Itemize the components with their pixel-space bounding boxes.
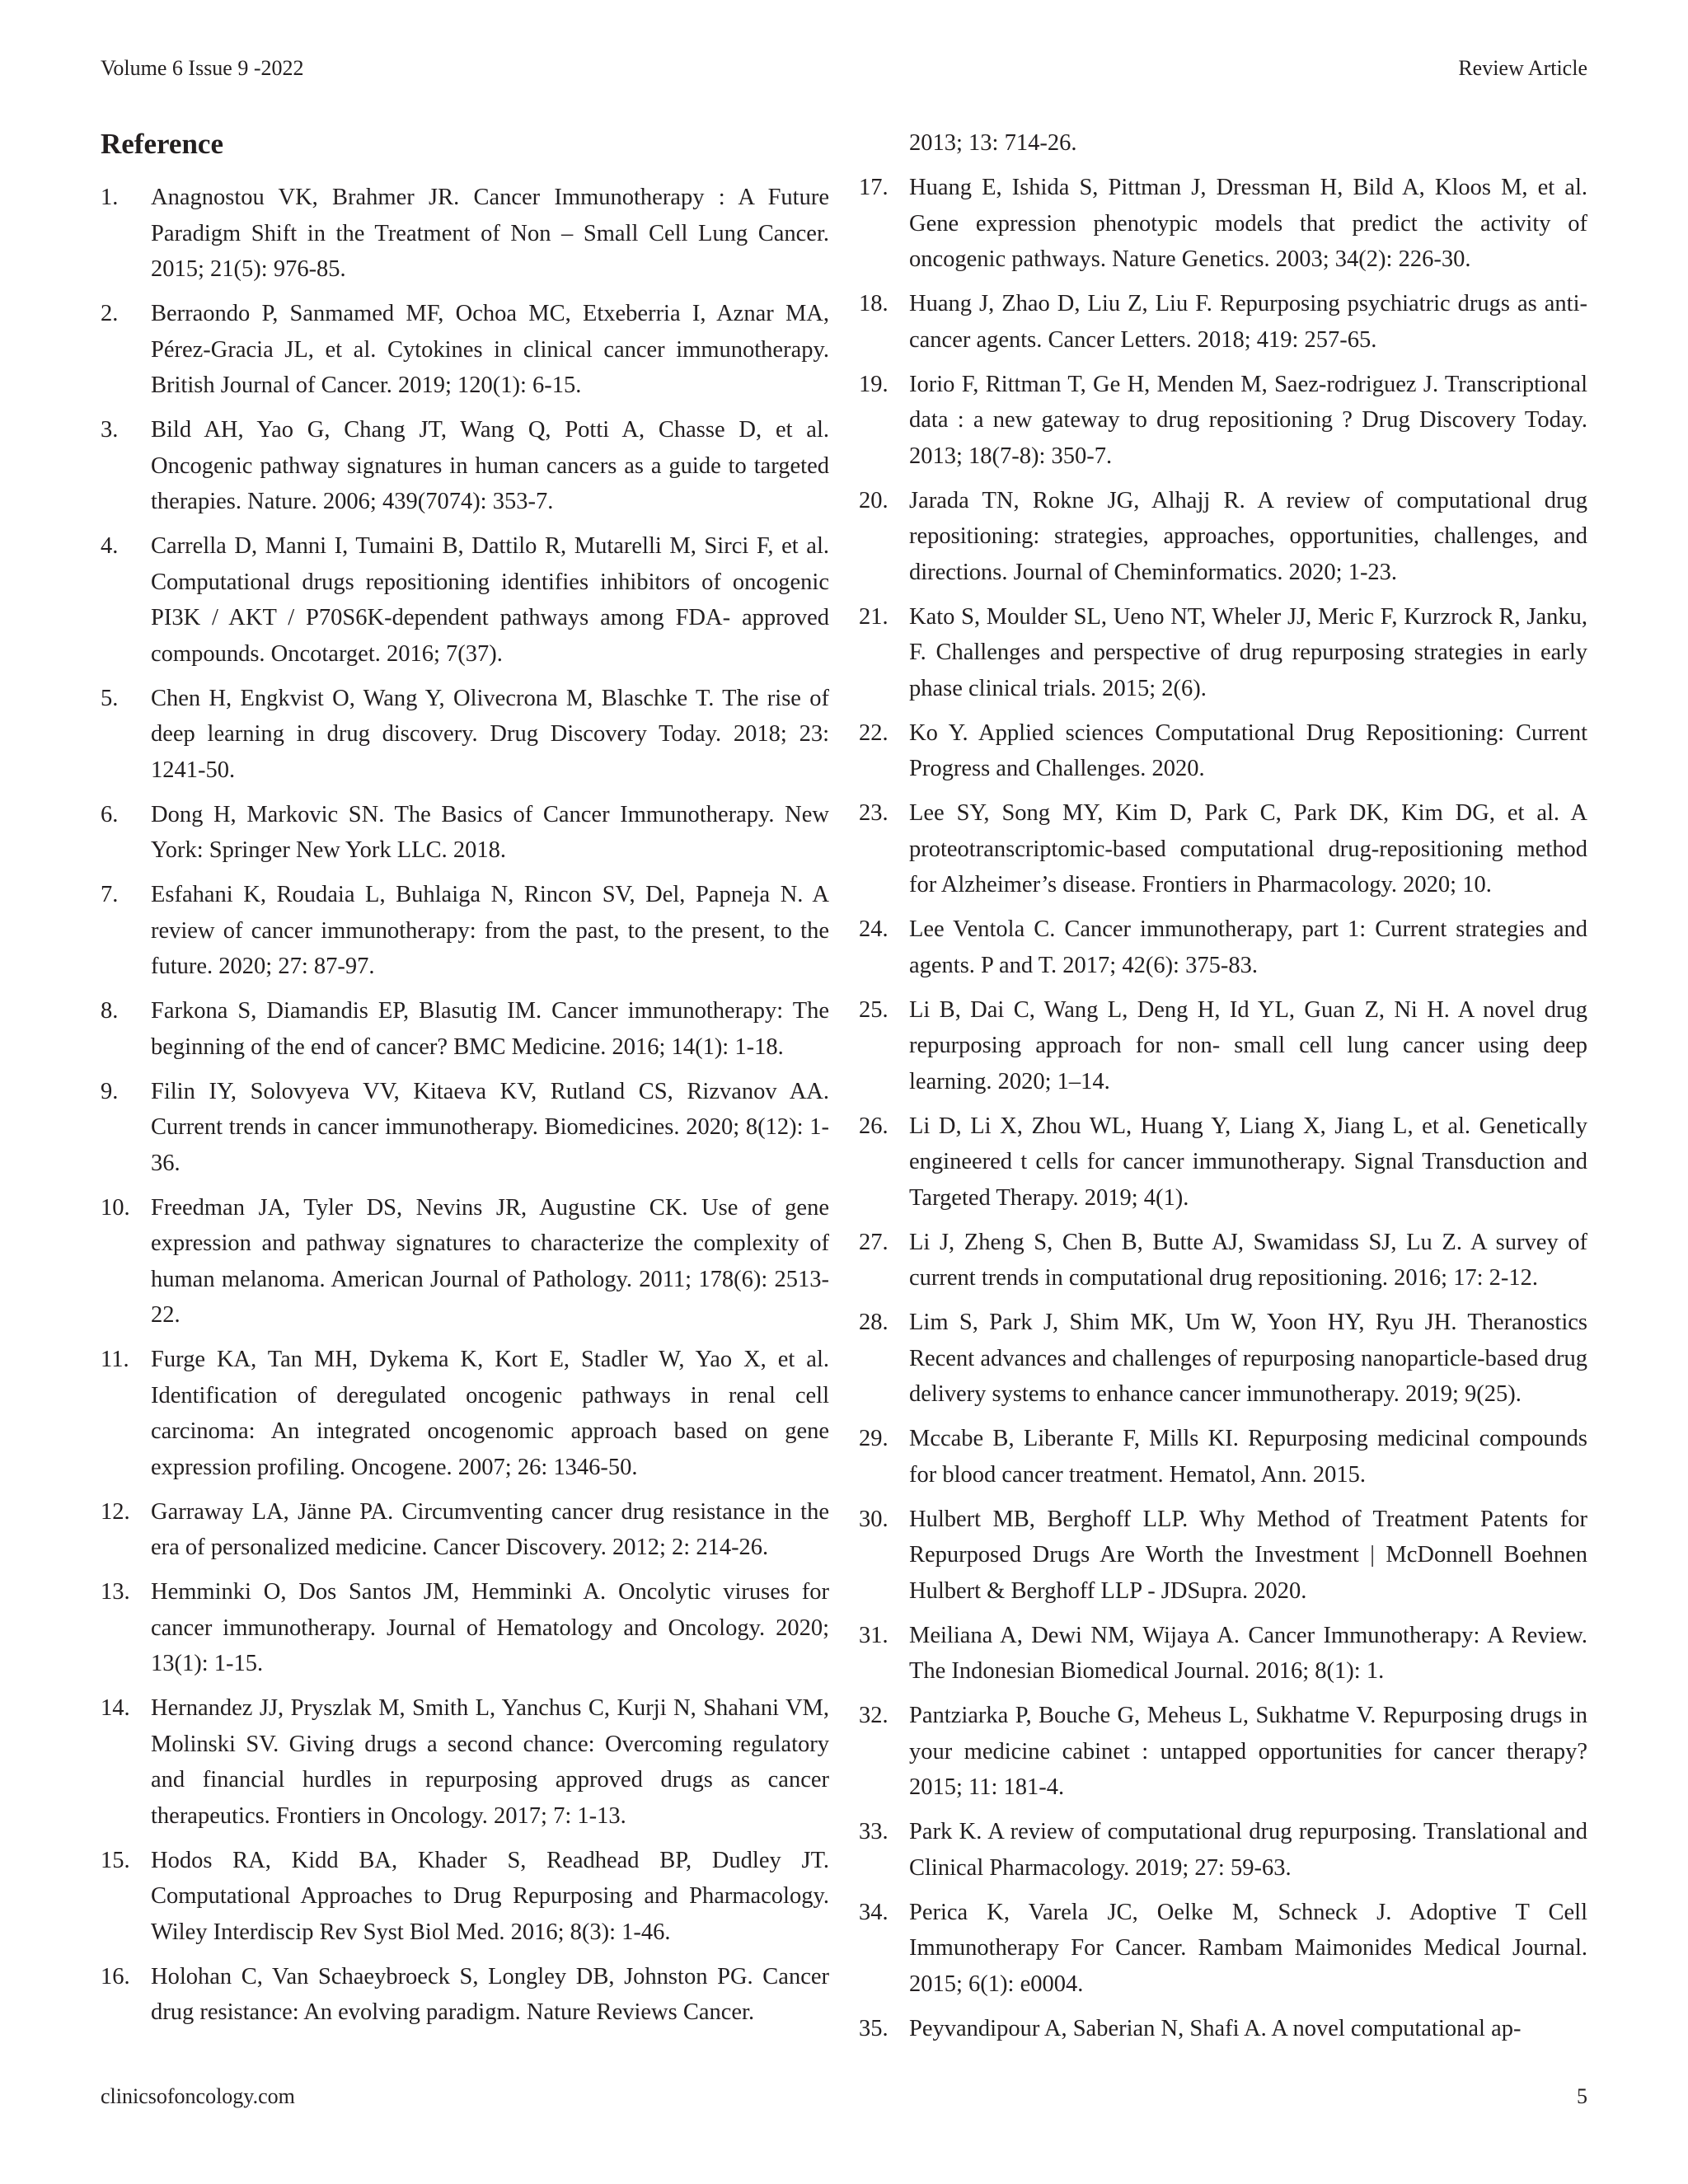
journal-volume: Volume 6 Issue 9 -2022 [101, 56, 304, 80]
reference-text: Dong H, Markovic SN. The Basics of Cancer Immunotherapy. New York: Springer New York LLC. 2018. [151, 801, 829, 863]
reference-number: 11. [101, 1347, 129, 1372]
reference-text: Hodos RA, Kidd BA, Khader S, Readhead BP, Dudley JT. Computational Approaches to Drug Repurposing and Pharmacology. Wiley Interdiscip Rev Syst Biol Med. 2016; 8(3): 1-46. [151, 1847, 829, 1945]
reference-item [101, 1843, 829, 1951]
reference-item [859, 992, 1587, 1100]
reference-item [101, 681, 829, 789]
reference-text: Bild AH, Yao G, Chang JT, Wang Q, Potti A, Chasse D, et al. Oncogenic pathway signatures in human cancers as a guide to targeted therapies. Nature. 2006; 439(7074): 353-7. [151, 417, 829, 514]
reference-number: 23. [859, 800, 889, 826]
reference-number: 2. [101, 301, 119, 326]
reference-number: 34. [859, 1899, 889, 1925]
reference-item [101, 1494, 829, 1566]
reference-text: Garraway LA, Jänne PA. Circumventing cancer drug resistance in the era of personalized medicine. Cancer Discovery. 2012; 2: 214-26. [151, 1498, 829, 1560]
reference-item [101, 1074, 829, 1182]
reference-item [101, 528, 829, 672]
reference-text: Esfahani K, Roudaia L, Buhlaiga N, Rincon SV, Del, Papneja N. A review of cancer immunotherapy: from the past, to the present, to the future. 2020; 27: 87-97. [151, 882, 829, 979]
reference-item [859, 1895, 1587, 2003]
reference-item [859, 1108, 1587, 1216]
reference-item [101, 412, 829, 520]
reference-item [859, 795, 1587, 903]
reference-number: 8. [101, 998, 119, 1024]
reference-number: 5. [101, 685, 119, 711]
reference-number: 24. [859, 916, 889, 942]
reference-text: Filin IY, Solovyeva VV, Kitaeva KV, Rutland CS, Rizvanov AA. Current trends in cancer immunotherapy. Biomedicines. 2020; 8(12): 1-36. [151, 1078, 829, 1176]
reference-text: Chen H, Engkvist O, Wang Y, Olivecrona M, Blaschke T. The rise of deep learning in drug discovery. Drug Discovery Today. 2018; 23: 1241-50. [151, 685, 829, 783]
reference-text: Hernandez JJ, Pryszlak M, Smith L, Yanchus C, Kurji N, Shahani VM, Molinski SV. Giving drugs a second chance: Overcoming regulatory and financial hurdles in repurposing approved drugs as cancer therapeutics. Frontiers in Oncology. 2017; 7: 1-13. [151, 1695, 829, 1829]
reference-number: 14. [101, 1695, 130, 1721]
reference-text: Iorio F, Rittman T, Ge H, Menden M, Saez-rodriguez J. Transcriptional data : a new gateway to drug repositioning ? Drug Discovery Today. 2013; 18(7-8): 350-7. [909, 371, 1587, 469]
reference-item [101, 296, 829, 404]
reference-number: 33. [859, 1819, 889, 1844]
section-title: Reference [101, 128, 223, 160]
reference-text: Freedman JA, Tyler DS, Nevins JR, Augustine CK. Use of gene expression and pathway signatures to characterize the complexity of human melanoma. American Journal of Pathology. 2011; 178(6): 2513-22. [151, 1194, 829, 1328]
reference-number: 15. [101, 1847, 130, 1873]
reference-item [859, 286, 1587, 358]
reference-number: 25. [859, 996, 889, 1023]
reference-text: Huang E, Ishida S, Pittman J, Dressman H, Bild A, Kloos M, et al. Gene expression phenotypic models that predict the activity of oncogenic pathways. Nature Genetics. 2003; 34(2): 226-30. [909, 175, 1587, 272]
reference-column-right [859, 125, 1587, 2055]
reference-text: Farkona S, Diamandis EP, Blasutig IM. Cancer immunotherapy: The beginning of the end of cancer? BMC Medicine. 2016; 14(1): 1-18. [151, 998, 829, 1060]
reference-text: Lee SY, Song MY, Kim D, Park C, Park DK, Kim DG, et al. A proteotranscriptomic-based computational drug-repositioning method for Alzheimer’s disease. Frontiers in Pharmacology. 2020; 10. [909, 800, 1587, 898]
reference-text: Park K. A review of computational drug repurposing. Translational and Clinical Pharmacology. 2019; 27: 59-63. [909, 1819, 1587, 1881]
reference-item [859, 1225, 1587, 1296]
reference-text: Carrella D, Manni I, Tumaini B, Dattilo R, Mutarelli M, Sirci F, et al. Computational drugs repositioning identifies inhibitors of oncogenic PI3K / AKT / P70S6K-dependent pathways among FDA- approved compounds. Oncotarget. 2016; 7(37). [151, 533, 829, 667]
reference-text: Huang J, Zhao D, Liu Z, Liu F. Repurposing psychiatric drugs as anti-cancer agents. Cancer Letters. 2018; 419: 257-65. [909, 291, 1587, 353]
reference-text: Lim S, Park J, Shim MK, Um W, Yoon HY, Ryu JH. Theranostics Recent advances and challenges of repurposing nanoparticle-based drug delivery systems to enhance cancer immunotherapy. 2019; 9(25). [909, 1310, 1587, 1407]
reference-item [101, 1959, 829, 2031]
reference-number: 17. [859, 175, 889, 200]
reference-number: 35. [859, 2015, 889, 2041]
reference-number: 9. [101, 1078, 119, 1104]
reference-item [859, 1421, 1587, 1493]
reference-text: Kato S, Moulder SL, Ueno NT, Wheler JJ, Meric F, Kurzrock R, Janku, F. Challenges and perspective of drug repurposing strategies in early phase clinical trials. 2015; 2(6). [909, 603, 1587, 701]
reference-number: 10. [101, 1194, 130, 1221]
reference-text: Ko Y. Applied sciences Computational Drug Repositioning: Current Progress and Challenges. 2020. [909, 719, 1587, 781]
reference-item [101, 877, 829, 985]
reference-item [101, 1190, 829, 1333]
reference-text: Meiliana A, Dewi NM, Wijaya A. Cancer Immunotherapy: A Review. The Indonesian Biomedical Journal. 2016; 8(1): 1. [909, 1622, 1587, 1684]
reference-text: Lee Ventola C. Cancer immunotherapy, part 1: Current strategies and agents. P and T. 2017; 42(6): 375-83. [909, 916, 1587, 978]
reference-text: Li D, Li X, Zhou WL, Huang Y, Liang X, Jiang L, et al. Genetically engineered t cells for cancer immunotherapy. Signal Transduction and Targeted Therapy. 2019; 4(1). [909, 1113, 1587, 1211]
reference-item [101, 1690, 829, 1834]
reference-item [101, 797, 829, 869]
reference-number: 30. [859, 1506, 889, 1532]
reference-number: 31. [859, 1622, 889, 1648]
reference-text: Holohan C, Van Schaeybroeck S, Longley DB, Johnston PG. Cancer drug resistance: An evolving paradigm. Nature Reviews Cancer. [151, 1963, 829, 2025]
reference-number: 27. [859, 1229, 889, 1255]
reference-item [859, 715, 1587, 787]
reference-item [859, 1618, 1587, 1690]
reference-number: 26. [859, 1113, 889, 1139]
reference-item [101, 993, 829, 1065]
reference-number: 1. [101, 185, 119, 210]
reference-text: Hulbert MB, Berghoff LLP. Why Method of Treatment Patents for Repurposed Drugs Are Worth the Investment | McDonnell Boehnen Hulbert & Berghoff LLP - JDSupra. 2020. [909, 1506, 1587, 1604]
reference-number: 3. [101, 417, 119, 443]
reference-text: Li J, Zheng S, Chen B, Butte AJ, Swamidass SJ, Lu Z. A survey of current trends in computational drug repositioning. 2016; 17: 2-12. [909, 1229, 1587, 1291]
reference-text: Anagnostou VK, Brahmer JR. Cancer Immunotherapy : A Future Paradigm Shift in the Treatment of Non – Small Cell Lung Cancer. 2015; 21(5): 976-85. [151, 185, 829, 282]
reference-number: 18. [859, 291, 889, 316]
reference-item [859, 1814, 1587, 1886]
reference-text: Berraondo P, Sanmamed MF, Ochoa MC, Etxeberria I, Aznar MA, Pérez-Gracia JL, et al. Cytokines in clinical cancer immunotherapy. British Journal of Cancer. 2019; 120(1): 6-15. [151, 301, 829, 398]
reference-number: 28. [859, 1310, 889, 1335]
reference-number: 20. [859, 487, 889, 513]
site-url: clinicsofoncology.com [101, 2084, 295, 2108]
reference-item [859, 170, 1587, 278]
reference-number: 29. [859, 1426, 889, 1451]
reference-item [859, 1698, 1587, 1806]
reference-text: Pantziarka P, Bouche G, Meheus L, Sukhatme V. Repurposing drugs in your medicine cabinet : untapped opportunities for cancer therapy? 2015; 11: 181-4. [909, 1703, 1587, 1800]
reference-item [101, 1574, 829, 1682]
reference-text: Li B, Dai C, Wang L, Deng H, Id YL, Guan Z, Ni H. A novel drug repurposing approach for non- small cell lung cancer using deep learning. 2020; 1–14. [909, 996, 1587, 1094]
reference-text: Hemminki O, Dos Santos JM, Hemminki A. Oncolytic viruses for cancer immunotherapy. Journal of Hematology and Oncology. 2020; 13(1): 1-15. [151, 1579, 829, 1676]
reference-column-left [101, 180, 829, 2039]
reference-text: Furge KA, Tan MH, Dykema K, Kort E, Stadler W, Yao X, et al. Identification of deregulated oncogenic pathways in renal cell carcinoma: An integrated oncogenomic approach based on gene expression profiling. Oncogene. 2007; 26: 1346-50. [151, 1347, 829, 1480]
reference-text: Mccabe B, Liberante F, Mills KI. Repurposing medicinal compounds for blood cancer treatment. Hematol, Ann. 2015. [909, 1426, 1587, 1488]
reference-number: 13. [101, 1579, 130, 1605]
reference-item [859, 2011, 1587, 2047]
article-type: Review Article [1458, 56, 1587, 80]
reference-item [101, 180, 829, 288]
reference-number: 7. [101, 882, 119, 907]
reference-text: Jarada TN, Rokne JG, Alhajj R. A review of computational drug repositioning: strategies, approaches, opportunities, challenges, and directions. Journal of Cheminformatics. 2020; 1-23. [909, 487, 1587, 585]
reference-item [859, 1502, 1587, 1610]
reference-text: Perica K, Varela JC, Oelke M, Schneck J. Adoptive T Cell Immunotherapy For Cancer. Rambam Maimonides Medical Journal. 2015; 6(1): e0004. [909, 1899, 1587, 1997]
reference-number: 32. [859, 1703, 889, 1728]
reference-item [859, 599, 1587, 707]
reference-continuation: 2013; 13: 714-26. [909, 130, 1077, 156]
page-number: 5 [1577, 2084, 1587, 2108]
reference-item [859, 1305, 1587, 1413]
reference-item [859, 483, 1587, 591]
reference-number: 4. [101, 533, 119, 559]
reference-number: 6. [101, 801, 119, 827]
reference-item [101, 1342, 829, 1485]
reference-number: 16. [101, 1963, 130, 1990]
reference-number: 21. [859, 603, 889, 630]
reference-number: 22. [859, 719, 889, 746]
reference-item [859, 367, 1587, 475]
reference-number: 12. [101, 1498, 130, 1525]
reference-text: Peyvandipour A, Saberian N, Shafi A. A novel computational ap- [909, 2015, 1522, 2041]
reference-item [859, 912, 1587, 983]
reference-number: 19. [859, 371, 889, 397]
